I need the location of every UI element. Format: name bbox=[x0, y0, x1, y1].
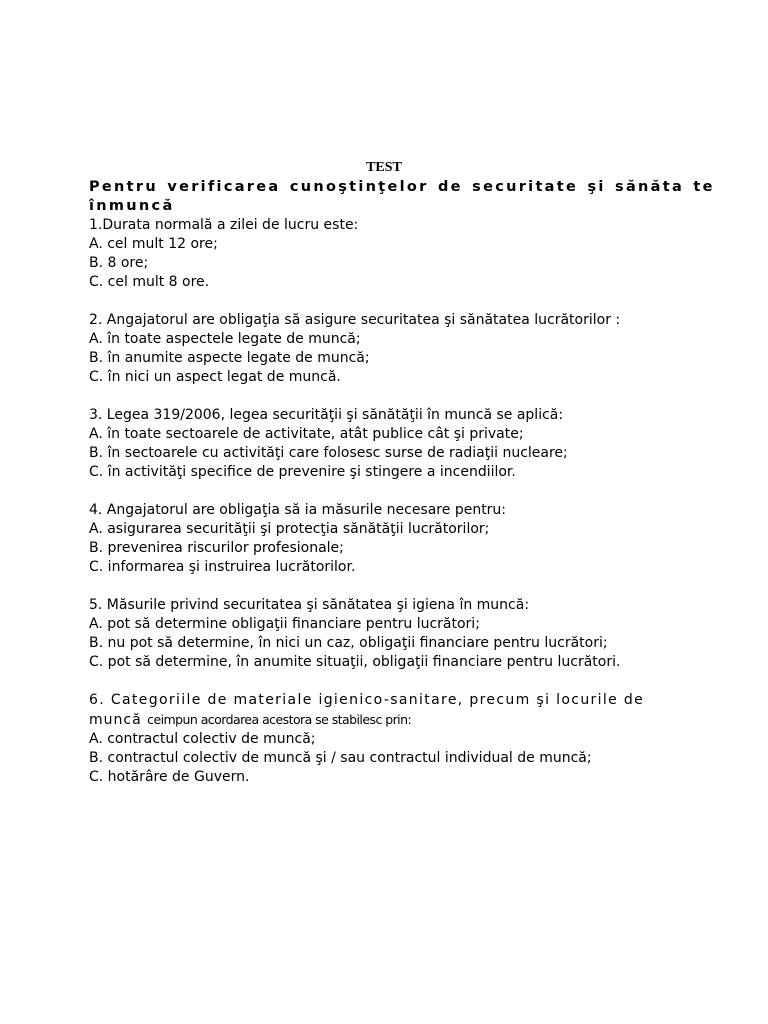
answer-option: B. contractul colectiv de muncă şi / sau contractul individual de muncă; bbox=[89, 750, 592, 766]
test-title: TEST bbox=[366, 160, 402, 175]
question-text-continued bbox=[89, 710, 749, 730]
answer-option: B. în sectoarele cu activităţi care folosesc surse de radiaţii nucleare; bbox=[89, 445, 568, 461]
question-text-fragment: muncă bbox=[89, 712, 148, 728]
answer-option: A. cel mult 12 ore; bbox=[89, 236, 218, 252]
answer-option: B. 8 ore; bbox=[89, 255, 149, 271]
answer-option: C. în nici un aspect legat de muncă. bbox=[89, 369, 341, 385]
question-text: 5. Măsurile privind securitatea şi sănătatea şi igiena în muncă: bbox=[89, 597, 530, 613]
question-5 bbox=[89, 596, 749, 672]
answer-option: A. asigurarea securităţii şi protecţia sănătăţii lucrătorilor; bbox=[89, 521, 490, 537]
answer-option: C. în activităţi specifice de prevenire şi stingere a incendiilor. bbox=[89, 464, 516, 480]
answer-option: C. pot să determine, în anumite situaţii, obligaţii financiare pentru lucrători. bbox=[89, 654, 621, 670]
answer-option: A. în toate aspectele legate de muncă; bbox=[89, 331, 361, 347]
answer-option: C. informarea şi instruirea lucrătorilor. bbox=[89, 559, 356, 575]
answer-option: C. cel mult 8 ore. bbox=[89, 274, 210, 290]
answer-option: A. în toate sectoarele de activitate, atât publice cât şi private; bbox=[89, 426, 524, 442]
question-6 bbox=[89, 691, 749, 787]
question-text: 2. Angajatorul are obligaţia să asigure securitatea şi sănătatea lucrătorilor : bbox=[89, 312, 621, 328]
answer-option: A. contractul colectiv de muncă; bbox=[89, 731, 316, 747]
answer-option: B. prevenirea riscurilor profesionale; bbox=[89, 540, 344, 556]
question-text-fragment: ceimpun acordarea acestora se stabilesc prin: bbox=[147, 712, 412, 727]
question-text: 6. Categoriile de materiale igienico-sanitare, precum şi locurile de bbox=[89, 692, 645, 708]
question-text: 3. Legea 319/2006, legea securităţii şi sănătăţii în muncă se aplică: bbox=[89, 407, 564, 423]
question-3 bbox=[89, 406, 749, 482]
answer-option: B. nu pot să determine, în nici un caz, obligaţii financiare pentru lucrători; bbox=[89, 635, 608, 651]
answer-option: C. hotărâre de Guvern. bbox=[89, 769, 250, 785]
question-2 bbox=[89, 311, 749, 387]
question-list bbox=[89, 216, 749, 806]
answer-option: B. în anumite aspecte legate de muncă; bbox=[89, 350, 370, 366]
question-4 bbox=[89, 501, 749, 577]
test-subtitle: Pentru verificarea cunoştinţelor de securitate şi sănăta te înmuncă bbox=[89, 179, 715, 214]
question-text: 4. Angajatorul are obligaţia să ia măsurile necesare pentru: bbox=[89, 502, 507, 518]
answer-option: A. pot să determine obligaţii financiare pentru lucrători; bbox=[89, 616, 480, 632]
question-1 bbox=[89, 216, 749, 292]
question-text: 1.Durata normală a zilei de lucru este: bbox=[89, 217, 359, 233]
